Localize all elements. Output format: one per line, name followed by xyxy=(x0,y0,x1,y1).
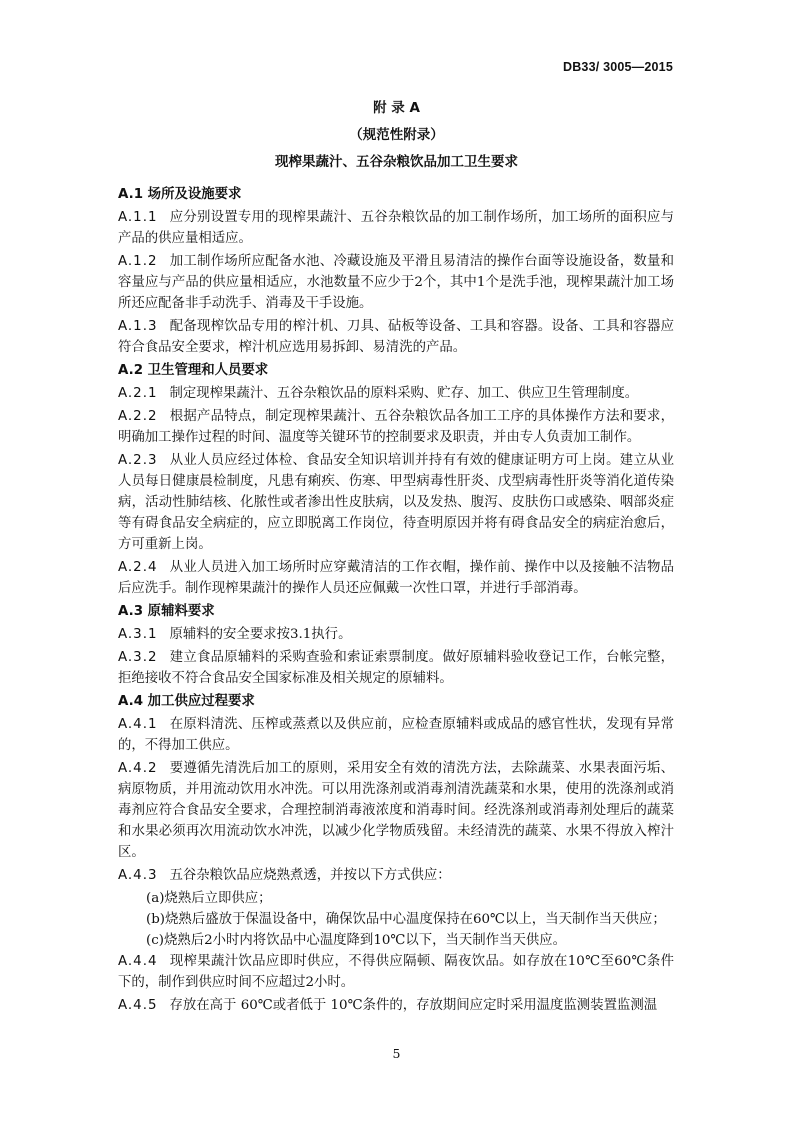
clause xyxy=(118,624,674,645)
document-code: DB33/ 3005—2015 xyxy=(562,60,673,74)
clause-number: A.2.4 xyxy=(118,560,158,575)
clause-text: 应分别设置专用的现榨果蔬汁、五谷杂粮饮品的加工制作场所，加工场所的面积应与产品的供应量相适应。 xyxy=(118,210,674,246)
clause xyxy=(118,450,674,555)
clause-text: 存放在高于 60℃或者低于 10℃条件的，存放期间应定时采用温度监测装置监测温 xyxy=(169,998,658,1013)
clause-number: A.2.1 xyxy=(118,386,158,401)
clause-text: 原辅料的安全要求按3.1执行。 xyxy=(169,627,352,642)
clause xyxy=(118,406,674,448)
document-body xyxy=(118,183,674,1018)
clause-number: A.4.5 xyxy=(118,998,158,1013)
clause-text: 配备现榨饮品专用的榨汁机、刀具、砧板等设备、工具和容器。设备、工具和容器应符合食品安全要求，榨汁机应选用易拆卸、易清洗的产品。 xyxy=(118,319,674,355)
clause-text: 从业人员应经过体检、食品安全知识培训并持有有效的健康证明方可上岗。建立从业人员每日健康晨检制度，凡患有痢疾、伤寒、甲型病毒性肝炎、戊型病毒性肝炎等消化道传染病，活动性肺结核、化脓性或者渗出性皮肤病，以及发热、腹泻、皮肤伤口或感染、咽部炎症等有碍食品安全病症的，应立即脱离工作岗位，待查明原因并将有碍食品安全的病症治愈后，方可重新上岗。 xyxy=(118,453,674,552)
clause xyxy=(118,207,674,249)
clause-number: A.1.2 xyxy=(118,254,158,269)
clause xyxy=(118,714,674,756)
clause-text: 制定现榨果蔬汁、五谷杂粮饮品的原料采购、贮存、加工、供应卫生管理制度。 xyxy=(169,386,639,401)
clause-number: A.4.2 xyxy=(118,761,158,776)
clause-number: A.3.2 xyxy=(118,650,158,665)
clause-text: 五谷杂粮饮品应烧熟煮透，并按以下方式供应： xyxy=(169,868,451,883)
clause xyxy=(118,951,674,993)
clause-text: 加工制作场所应配备水池、冷藏设施及平滑且易清洁的操作台面等设施设备，数量和容量应与产品的供应量相适应，水池数量不应少于2个，其中1个是洗手池，现榨果蔬汁加工场所还应配备非手动洗手、消毒及干手设施。 xyxy=(118,254,674,311)
clause-number: A.1.3 xyxy=(118,319,158,334)
page-number: 5 xyxy=(392,1046,401,1061)
clause xyxy=(118,316,674,358)
appendix-type: （规范性附录） xyxy=(349,127,444,143)
clause-number: A.4.4 xyxy=(118,954,158,969)
clause-text: 从业人员进入加工场所时应穿戴清洁的工作衣帽，操作前、操作中以及接触不洁物品后应洗手。制作现榨果蔬汁的操作人员还应佩戴一次性口罩，并进行手部消毒。 xyxy=(118,560,674,596)
section-heading: A.1 场所及设施要求 xyxy=(118,187,242,202)
clause-number: A.4.1 xyxy=(118,717,158,732)
list-item: (c)烧熟后2小时内将饮品中心温度降到10℃以下，当天制作当天供应。 xyxy=(146,933,567,948)
section-heading: A.3 原辅料要求 xyxy=(118,604,215,619)
clause-number: A.4.3 xyxy=(118,868,158,883)
clause xyxy=(118,865,674,886)
clause-text: 在原料清洗、压榨或蒸煮以及供应前，应检查原辅料或成品的感官性状，发现有异常的，不得加工供应。 xyxy=(118,717,674,753)
clause-text: 建立食品原辅料的采购查验和索证索票制度。做好原辅料验收登记工作，台帐完整，拒绝接收不符合食品安全国家标准及相关规定的原辅料。 xyxy=(118,650,674,686)
list-item: (a)烧熟后立即供应； xyxy=(146,891,272,906)
clause-text: 根据产品特点，制定现榨果蔬汁、五谷杂粮饮品各加工工序的具体操作方法和要求，明确加工操作过程的时间、温度等关键环节的控制要求及职责，并由专人负责加工制作。 xyxy=(118,409,674,445)
clause-number: A.1.1 xyxy=(118,210,158,225)
clause-number: A.2.3 xyxy=(118,453,158,468)
appendix-title: 附 录 A xyxy=(373,100,420,116)
clause-text: 现榨果蔬汁饮品应即时供应，不得供应隔顿、隔夜饮品。如存放在10℃至60℃条件下的，制作到供应时间不应超过2小时。 xyxy=(118,954,674,990)
clause xyxy=(118,383,674,404)
clause xyxy=(118,251,674,314)
clause xyxy=(118,557,674,599)
clause xyxy=(118,995,674,1016)
section-heading: A.2 卫生管理和人员要求 xyxy=(118,363,269,378)
list-item: (b)烧熟后盛放于保温设备中，确保饮品中心温度保持在60℃以上，当天制作当天供应； xyxy=(146,912,666,927)
clause-number: A.3.1 xyxy=(118,627,158,642)
clause-number: A.2.2 xyxy=(118,409,158,424)
clause xyxy=(118,647,674,689)
clause xyxy=(118,758,674,863)
section-heading: A.4 加工供应过程要求 xyxy=(118,694,255,709)
appendix-subject: 现榨果蔬汁、五谷杂粮饮品加工卫生要求 xyxy=(275,154,518,170)
clause-text: 要遵循先清洗后加工的原则，采用安全有效的清洗方法，去除蔬菜、水果表面污垢、病原物质，并用流动饮用水冲洗。可以用洗涤剂或消毒剂清洗蔬菜和水果，使用的洗涤剂或消毒剂应符合食品安全要求，合理控制消毒液浓度和消毒时间。经洗涤剂或消毒剂处理后的蔬菜和水果必须再次用流动饮水冲洗，以减少化学物质残留。未经清洗的蔬菜、水果不得放入榨汁区。 xyxy=(118,761,674,860)
